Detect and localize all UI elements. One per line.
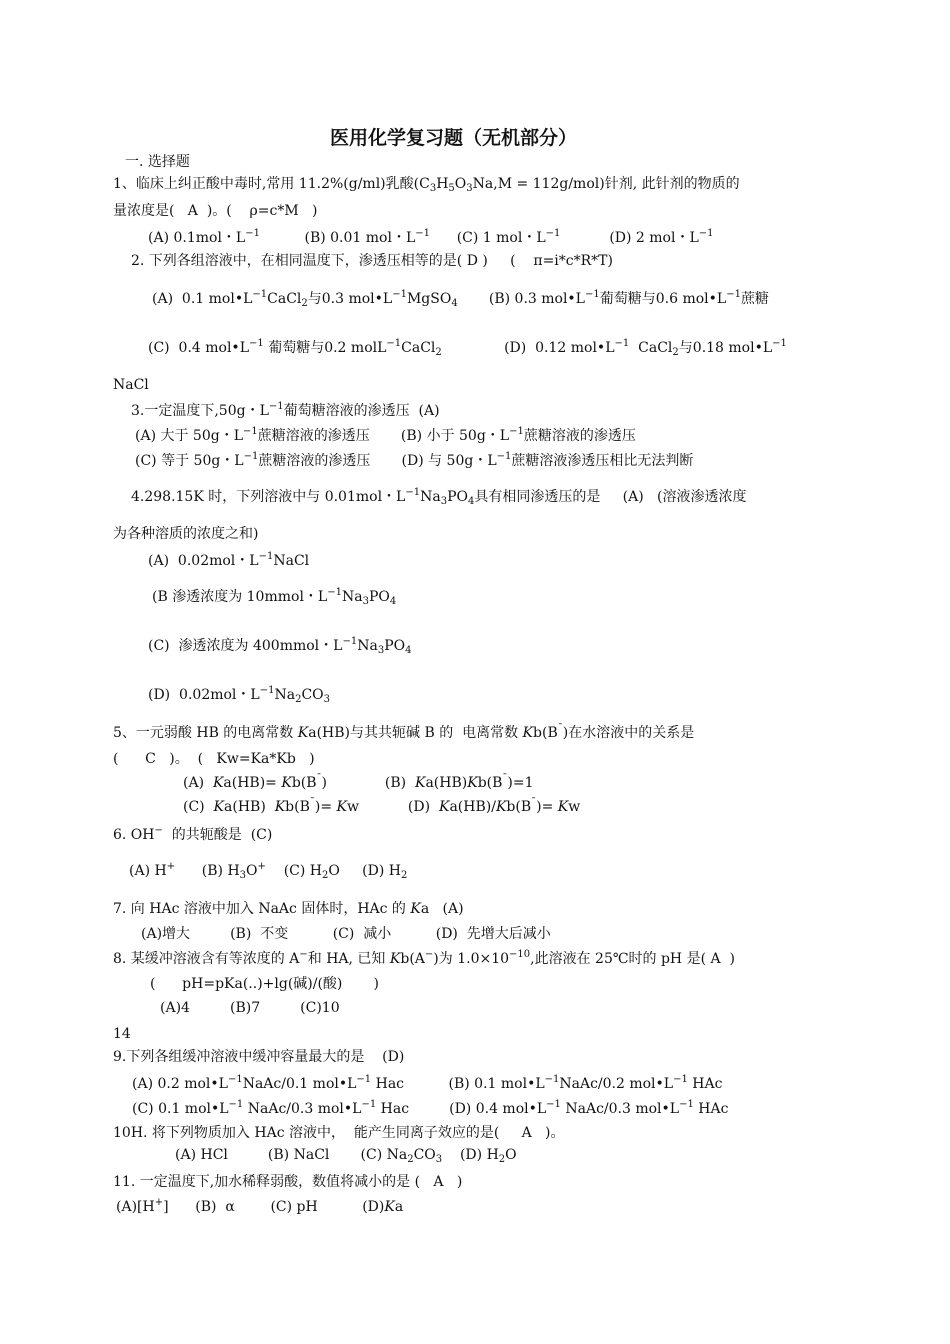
text-line: 3.一定温度下,50g・$L^{-1}$葡萄糖溶液的渗透压 (A) — [131, 401, 440, 419]
text-line: 2. 下列各组溶液中，在相同温度下，渗透压相等的是( D ) ( π=i*c*R*T) — [131, 253, 613, 269]
text-line: (C) 渗透浓度为 400mmol・$L^{-1}Na_3PO_4$ — [148, 636, 412, 656]
text-line: ( pH=pKa(..)+lg(碱)/(酸) ) — [150, 976, 380, 992]
text-line: 9.下列各组缓冲溶液中缓冲容量最大的是 (D) — [113, 1049, 405, 1065]
text-line: (A) 0.2 $mol•L^{-1}NaAc/0.1$ $mol•L^{-1}$ Hac (B) 0.1 $mol•L^{-1}NaAc/0.2$ $mol•L^{-1}$ HAc — [132, 1074, 723, 1092]
text-line: 为各种溶质的浓度之和) — [113, 526, 259, 542]
text-line: (A)增大 (B) 不变 (C) 减小 (D) 先增大后减小 — [141, 926, 551, 942]
text-line: (C) 0.1 $mol•L^{-1}$ NaAc/0.3 $mol•L^{-1}$ Hac (D) 0.4 $mol•L^{-1}$ NaAc/0.3 $mol•L^{-1}$ HAc — [132, 1099, 729, 1117]
page-title: 医用化学复习题（无机部分） — [330, 127, 578, 149]
text-line: (A)4 (B)7 (C)10 — [160, 1000, 340, 1016]
text-line: (A)[H+] (B) α (C) pH (D)Ka — [116, 1197, 404, 1215]
text-line: (A) 0.1mol・$L^{-1}$ (B) 0.01 mol・$L^{-1}$ (C) 1 mol・$L^{-1}$ (D) 2 mol・$L^{-1}$ — [148, 228, 714, 246]
text-line: 1、临床上纠正酸中毒时,常用 11.2%(g/ml)乳酸$(C_3H_5O_3Na,M = 112g/mol)$针剂, 此针剂的物质的 — [113, 176, 740, 194]
text-line: 4.298.15K 时，下列溶液中与 0.01mol・$L^{-1}Na_3PO_4$具有相同渗透压的是 (A) (溶液渗透浓度 — [131, 487, 747, 507]
text-line: ( C )。 ( Kw=Ka*Kb ) — [113, 751, 315, 767]
text-line: (A) Ka(HB)= Kb(B¯) (B) Ka(HB)Kb(B¯)=1 — [183, 773, 534, 791]
text-line: (A) 大于 50g・$L^{-1}$蔗糖溶液的渗透压 (B) 小于 50g・$L^{-1}$蔗糖溶液的渗透压 — [135, 426, 636, 444]
text-line: (C) Ka(HB) Kb(B¯)= Kw (D) Ka(HB)/Kb(B¯)= Kw — [183, 797, 581, 815]
text-line: 10H. 将下列物质加入 HAc 溶液中， 能产生同离子效应的是( A )。 — [113, 1125, 565, 1141]
text-line: (C) 0.4 $mol•L^{-1}$ 葡萄糖与0.2 molL$^{-1}$CaCl$_2$ (D) 0.12 $mol•L^{-1}$ CaCl$_2$与0.18 $mol•L^{-1}$ — [148, 338, 787, 358]
text-line: 8. 某缓冲溶液含有等浓度的 A−和 HA, 已知 Kb(A−)为 $1.0\times 10^{-10}$,此溶液在 25℃时的 pH 是( A ) — [113, 949, 735, 967]
text-line: NaCl — [113, 377, 149, 393]
text-line: 量浓度是( A )。( ρ=c*M ) — [113, 203, 318, 219]
text-line: (B 渗透浓度为 10mmol・$L^{-1}Na_3PO_4$ — [152, 587, 397, 607]
text-line: (D) 0.02mol・$L^{-1}Na_2CO_3$ — [148, 685, 331, 705]
text-line: (A) HCl (B) NaCl (C) $Na_2CO_3$ (D) $H_2O$ — [175, 1147, 517, 1165]
text-line: (A) 0.02mol・$L^{-1}NaCl$ — [148, 551, 310, 569]
text-line: 一. 选择题 — [125, 154, 190, 170]
text-line: 5、一元弱酸 HB 的电离常数 Ka(HB)与其共轭碱 B 的 电离常数 Kb(B¯)在水溶液中的关系是 — [113, 723, 695, 741]
text-line: (A) 0.1 $mol•L^{-1}CaCl_2$与0.3 $mol•L^{-1}MgSO_4$ (B) 0.3 $mol•L^{-1}$葡萄糖与0.6 $mol•L^{-1}$蔗糖 — [152, 289, 769, 309]
text-line: 14 — [113, 1026, 131, 1042]
text-line: (C) 等于 50g・$L^{-1}$蔗糖溶液的渗透压 (D) 与 50g・$L^{-1}$蔗糖溶液渗透压相比无法判断 — [135, 451, 694, 469]
text-line: (A) H+ (B) $H_3O^+$ (C) $H_2O$ (D) $H_2$ — [129, 861, 408, 881]
text-line: 6. OH− 的共轭酸是 (C) — [113, 825, 273, 843]
text-line: 7. 向 HAc 溶液中加入 NaAc 固体时，HAc 的 Ka (A) — [113, 901, 464, 917]
text-line: 11. 一定温度下,加水稀释弱酸，数值将减小的是 ( A ) — [113, 1174, 463, 1190]
